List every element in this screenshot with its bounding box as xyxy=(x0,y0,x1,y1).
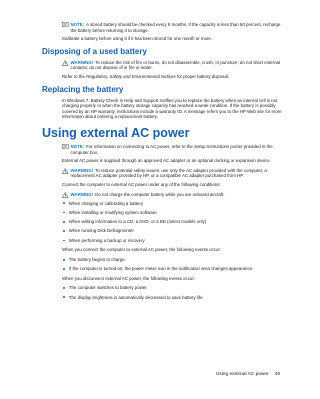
warning-adapter-text xyxy=(71,168,283,179)
list-item xyxy=(62,210,282,216)
list-item xyxy=(62,285,282,291)
connect-events-list xyxy=(62,257,282,272)
refer-post: for proper battery disposal. xyxy=(175,73,230,79)
page-content xyxy=(42,22,282,304)
list-item-text: The display brightness is automatically decreased to save battery life. xyxy=(68,294,204,300)
conditions-intro-paragraph: Connect the computer to external AC power under any of the following conditions: xyxy=(62,181,221,187)
list-item xyxy=(62,266,282,272)
note-storage xyxy=(62,22,282,33)
list-item-text: When charging or calibrating a battery xyxy=(68,200,143,206)
setup-instructions-title: Setup Instructions xyxy=(194,143,230,149)
list-item xyxy=(62,228,282,234)
list-item-text: The computer switches to battery power. xyxy=(68,285,148,291)
note-setup-post: poster provided in the computer box. xyxy=(70,143,273,155)
warning-disposal-body: To reduce the risk of fire or burns, do not disassemble, crush, or puncture; do not short external contacts; do not dispose of in fire or water. xyxy=(70,59,280,71)
note-label: NOTE: xyxy=(70,22,85,27)
page-footer xyxy=(216,372,280,378)
warning-icon xyxy=(62,168,69,174)
list-item-text: When performing a backup or recovery xyxy=(68,237,145,243)
list-item xyxy=(62,219,282,225)
list-item xyxy=(62,238,282,244)
note-storage-body: A stored battery should be checked every 6 months. If the capacity is less than 50 percent, recharge the battery before returning it to storage. xyxy=(70,22,281,33)
warning-label: WARNING! xyxy=(70,191,94,197)
note-setup xyxy=(62,144,282,155)
warning-aircraft xyxy=(62,192,282,198)
replacing-paragraph: In Windows 7, Battery Check in Help and Support notifies you to replace the battery when an internal cell is not charging properly or when the battery storage capacity has reached a weak condition. If the battery is possibly covered by an HP warranty, instructions include a warranty ID. A message refers you to the HP Web site for more information about ordering a replacement battery. xyxy=(62,97,282,120)
note-setup-text xyxy=(71,144,283,155)
list-item xyxy=(62,201,282,207)
list-item-text: When installing or modifying system software xyxy=(68,209,157,215)
note-icon xyxy=(62,22,69,27)
bullet-icon xyxy=(63,221,65,223)
disconnect-events-intro: When you disconnect external AC power, the following events occur: xyxy=(62,275,196,281)
warning-adapter-body: To reduce potential safety issues, use only the AC adapter provided with the computer, a replacement AC adapter provided by HP, or a compatible AC adapter purchased from HP. xyxy=(70,167,267,179)
note-setup-pre: For information on connecting to AC power, refer to the xyxy=(86,143,195,149)
refer-pre: Refer to the xyxy=(62,73,87,79)
connect-events-intro: When you connect the computer to external AC power, the following events occur: xyxy=(62,247,222,253)
warning-aircraft-body: Do not charge the computer battery while you are onboard aircraft. xyxy=(95,191,225,197)
bullet-icon xyxy=(63,240,65,242)
page-number: 49 xyxy=(274,372,280,377)
note-label: NOTE: xyxy=(70,143,85,149)
warning-label: WARNING! xyxy=(70,59,94,65)
disposal-refer-paragraph xyxy=(62,74,282,80)
heading-disposing: Disposing of a used battery xyxy=(42,46,147,56)
heading-replacing: Replacing the battery xyxy=(42,84,124,94)
list-item-text: When writing information to a CD, a DVD, or a BD (select models only) xyxy=(68,219,207,225)
list-item xyxy=(62,295,282,301)
regulatory-notices-title: Regulatory, Safety and Environmental Notices xyxy=(86,73,176,79)
list-item xyxy=(62,257,282,263)
disconnect-events-list xyxy=(62,285,282,300)
warning-adapter xyxy=(62,168,282,179)
footer-section-title: Using external AC power xyxy=(215,372,269,377)
note-storage-text xyxy=(71,22,283,33)
warning-disposal-text xyxy=(71,60,283,71)
bullet-icon xyxy=(63,287,65,289)
list-item-text: When running Disk Defragmenter xyxy=(68,228,134,234)
bullet-icon xyxy=(63,202,65,204)
warning-icon xyxy=(62,192,69,198)
calibrate-paragraph: Calibrate a battery before using it if it has been stored for one month or more. xyxy=(62,36,213,42)
bullet-icon xyxy=(63,296,65,298)
bullet-icon xyxy=(63,230,65,232)
list-item-text: If the computer is turned on, the power meter icon in the notification area changes appearance. xyxy=(68,266,254,272)
warning-disposal xyxy=(62,60,282,71)
bullet-icon xyxy=(63,268,65,270)
bullet-icon xyxy=(63,259,65,261)
external-power-paragraph: External AC power is supplied through an approved AC adapter or an optional docking or expansion device. xyxy=(62,158,271,164)
bullet-icon xyxy=(63,212,65,214)
list-item-text: The battery begins to charge. xyxy=(68,256,126,262)
warning-aircraft-text xyxy=(71,192,283,198)
note-icon xyxy=(62,144,69,149)
warning-label: WARNING! xyxy=(70,167,94,173)
warning-icon xyxy=(62,60,69,66)
heading-external-ac: Using external AC power xyxy=(42,125,190,140)
conditions-list xyxy=(62,201,282,244)
